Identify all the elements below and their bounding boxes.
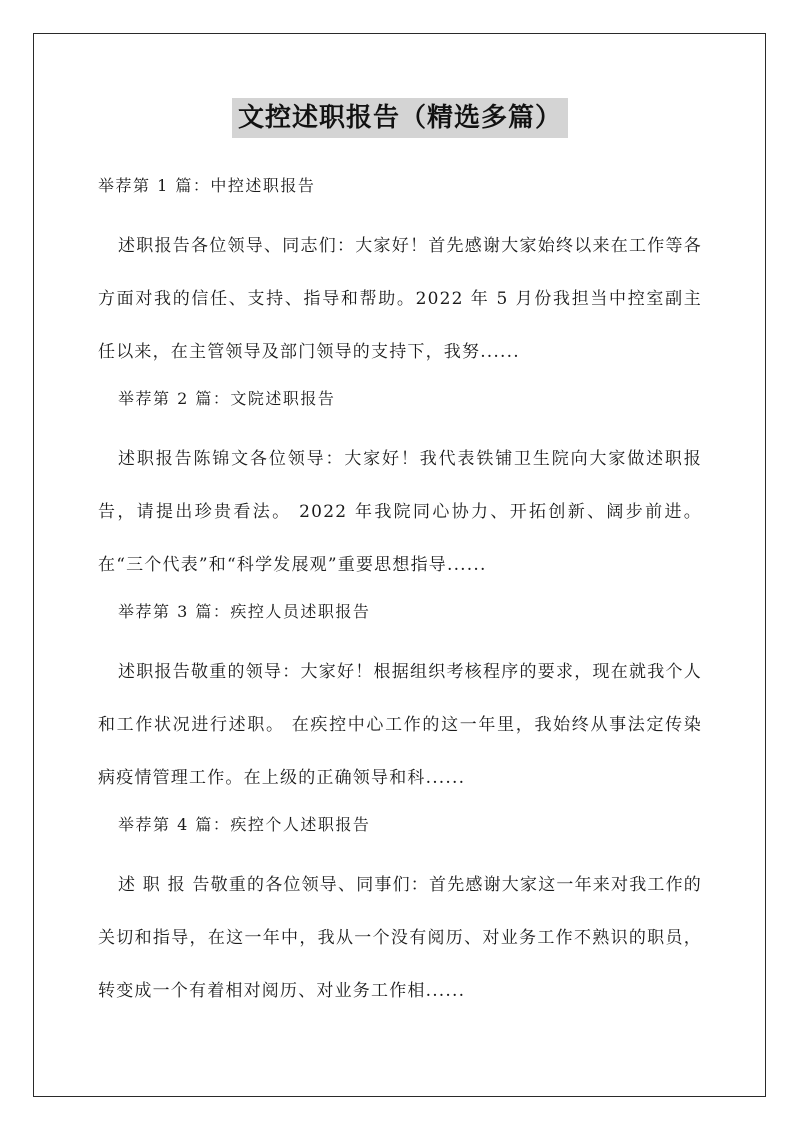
- title-container: [0, 98, 800, 138]
- section-heading-2: 举荐第 2 篇：文院述职报告: [118, 389, 336, 408]
- section-paragraph-4: 述 职 报 告敬重的各位领导、同事们：首先感谢大家这一年来对我工作的关切和指导，在这一年中，我从一个没有阅历、对业务工作不熟识的职员，转变成一个有着相对阅历、对业务工作相......: [98, 875, 703, 1001]
- document-body: [98, 168, 702, 1018]
- section-paragraph-2: 述职报告陈锦文各位领导：大家好！我代表铁铺卫生院向大家做述职报告，请提出珍贵看法。 2022 年我院同心协力、开拓创新、阔步前进。在“三个代表”和“科学发展观”重要思想指导......: [98, 449, 702, 575]
- section-paragraph-3: 述职报告敬重的领导：大家好！根据组织考核程序的要求，现在就我个人和工作状况进行述职。 在疾控中心工作的这一年里，我始终从事法定传染病疫情管理工作。在上级的正确领导和科......: [98, 662, 702, 788]
- section-heading-3: 举荐第 3 篇：疾控人员述职报告: [118, 602, 371, 621]
- section-paragraph-1: 述职报告各位领导、同志们：大家好！首先感谢大家始终以来在工作等各方面对我的信任、支持、指导和帮助。2022 年 5 月份我担当中控室副主任以来，在主管领导及部门领导的支持下，我努......: [98, 236, 702, 362]
- section-heading-4: 举荐第 4 篇：疾控个人述职报告: [118, 815, 371, 834]
- section-heading-1: 举荐第 1 篇：中控述职报告: [98, 176, 316, 195]
- document-title: 文控述职报告（精选多篇）: [232, 98, 568, 138]
